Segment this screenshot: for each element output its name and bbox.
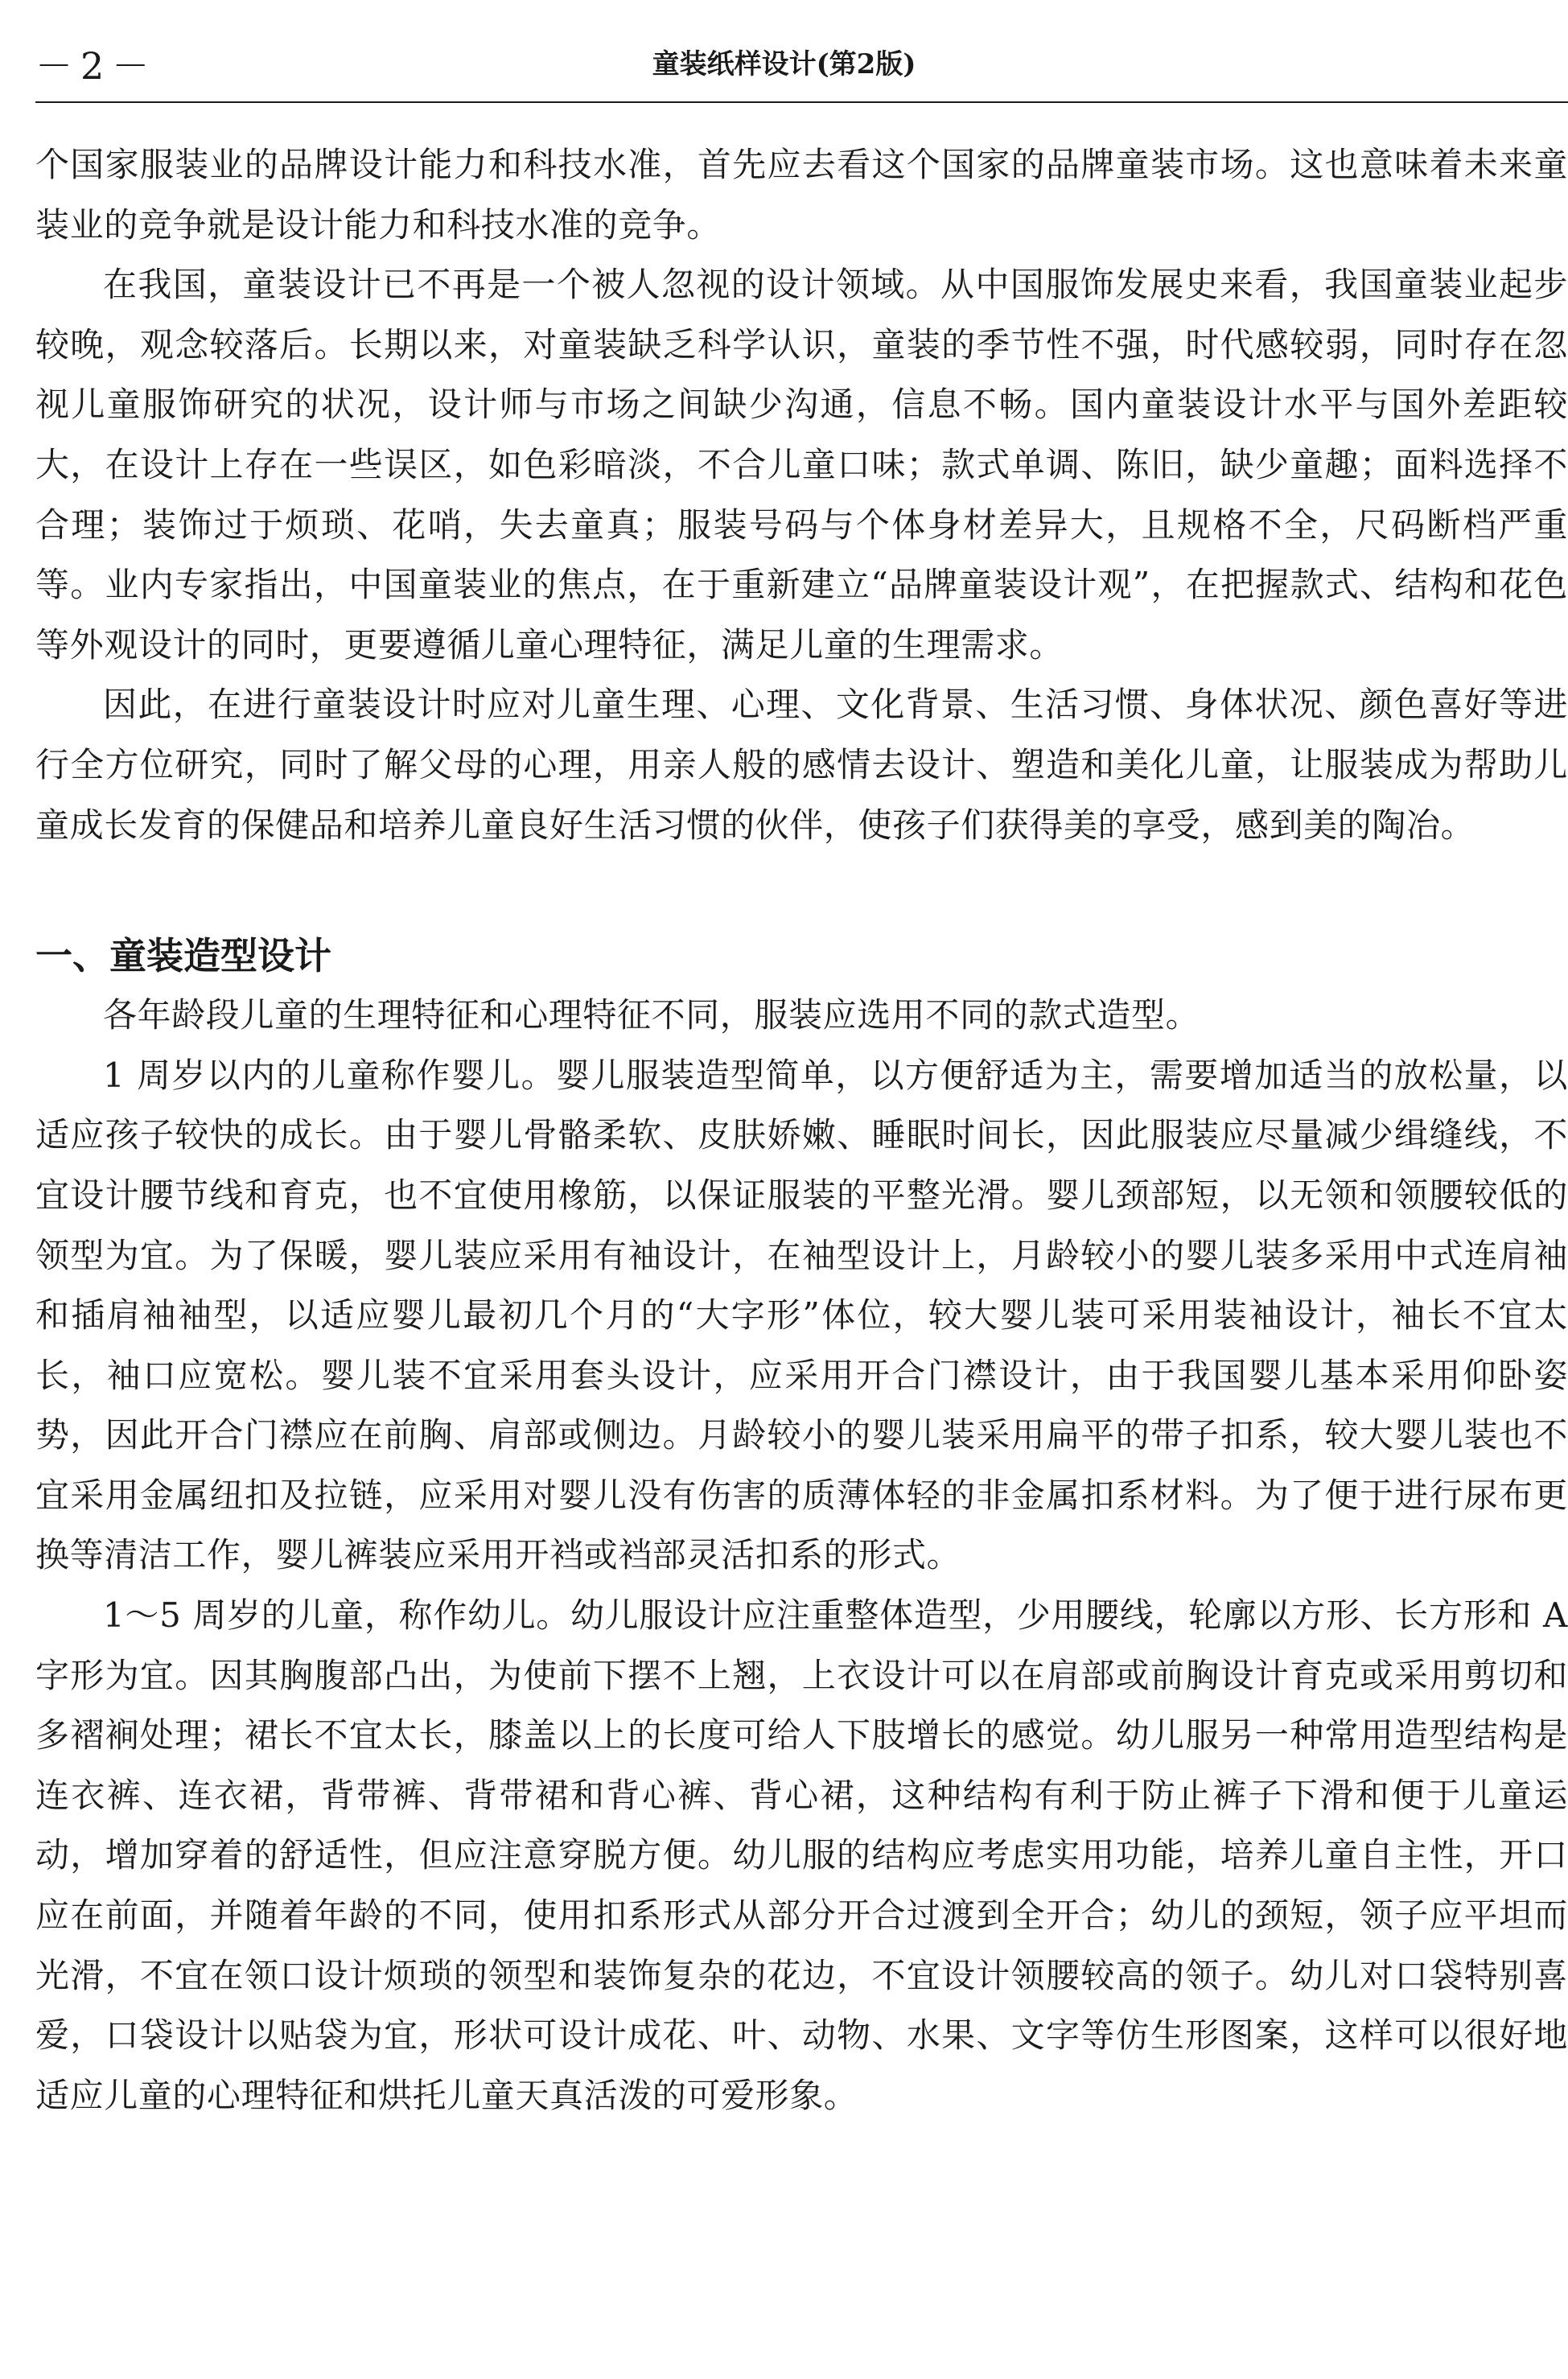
paragraph: 1～5 周岁的儿童，称作幼儿。幼儿服设计应注重整体造型，少用腰线，轮廓以方形、长方形和 A 字形为宜。因其胸腹部凸出，为使前下摆不上翘，上衣设计可以在肩部或前胸设计育克或采用剪切和多褶裥处理；裙长不宜太长，膝盖以上的长度可给人下肢增长的感觉。幼儿服另一种常用造型结构是连衣裤、连衣裙，背带裤、背带裙和背心裤、背心裙，这种结构有利于防止裤子下滑和便于儿童运动，增加穿着的舒适性，但应注意穿脱方便。幼儿服的结构应考虑实用功能，培养儿童自主性，开口应在前面，并随着年龄的不同，使用扣系形式从部分开合过渡到全开合；幼儿的颈短，领子应平坦而光滑，不宜在领口设计烦琐的领型和装饰复杂的花边，不宜设计领腰较高的领子。幼儿对口袋特别喜爱，口袋设计以贴袋为宜，形状可设计成花、叶、动物、水果、文字等仿生形图案，这样可以很好地适应儿童的心理特征和烘托儿童天真活泼的可爱形象。 xyxy=(35,1595,1568,2115)
paragraph: 1 周岁以内的儿童称作婴儿。婴儿服装造型简单，以方便舒适为主，需要增加适当的放松量，以适应孩子较快的成长。由于婴儿骨骼柔软、皮肤娇嫩、睡眠时间长，因此服装应尽量减少缉缝线，不宜设计腰节线和育克，也不宜使用橡筋，以保证服装的平整光滑。婴儿颈部短，以无领和领腰较低的领型为宜。为了保暖，婴儿装应采用有袖设计，在袖型设计上，月龄较小的婴儿装多采用中式连肩袖和插肩袖袖型，以适应婴儿最初几个月的“大字形”体位，较大婴儿装可采用装袖设计，袖长不宜太长，袖口应宽松。婴儿装不宜采用套头设计，应采用开合门襟设计，由于我国婴儿基本采用仰卧姿势，因此开合门襟应在前胸、肩部或侧边。月龄较小的婴儿装采用扁平的带子扣系，较大婴儿装也不宜采用金属纽扣及拉链，应采用对婴儿没有伤害的质薄体轻的非金属扣系材料。为了便于进行尿布更换等清洁工作，婴儿裤装应采用开裆或裆部灵活扣系的形式。 xyxy=(35,1055,1568,1575)
paragraph: 各年龄段儿童的生理特征和心理特征不同，服装应选用不同的款式造型。 xyxy=(103,995,1200,1035)
page-body xyxy=(35,135,1568,2126)
paragraph: 因此，在进行童装设计时应对儿童生理、心理、文化背景、生活习惯、身体状况、颜色喜好等进行全方位研究，同时了解父母的心理，用亲人般的感情去设计、塑造和美化儿童，让服装成为帮助儿童成长发育的保健品和培养儿童良好生活习惯的伙伴，使孩子们获得美的享受，感到美的陶冶。 xyxy=(35,685,1568,845)
paragraph: 在我国，童装设计已不再是一个被人忽视的设计领域。从中国服饰发展史来看，我国童装业起步较晚，观念较落后。长期以来，对童装缺乏科学认识，童装的季节性不强，时代感较弱，同时存在忽视儿童服饰研究的状况，设计师与市场之间缺少沟通，信息不畅。国内童装设计水平与国外差距较大，在设计上存在一些误区，如色彩暗淡，不合儿童口味；款式单调、陈旧，缺少童趣；面料选择不合理；装饰过于烦琐、花哨，失去童真；服装号码与个体身材差异大，且规格不全，尺码断档严重等。业内专家指出，中国童装业的焦点，在于重新建立“品牌童装设计观”，在把握款式、结构和花色等外观设计的同时，更要遵循儿童心理特征，满足儿童的生理需求。 xyxy=(35,265,1568,665)
paragraph-continued: 个国家服装业的品牌设计能力和科技水准，首先应去看这个国家的品牌童装市场。这也意味着未来童装业的竞争就是设计能力和科技水准的竞争。 xyxy=(35,145,1568,245)
page-header xyxy=(35,31,1568,95)
running-title: 童装纸样设计(第2版) xyxy=(652,48,916,80)
page-number: －2－ xyxy=(35,44,158,88)
header-rule xyxy=(35,101,1568,103)
section-heading: 一、童装造型设计 xyxy=(35,934,331,978)
